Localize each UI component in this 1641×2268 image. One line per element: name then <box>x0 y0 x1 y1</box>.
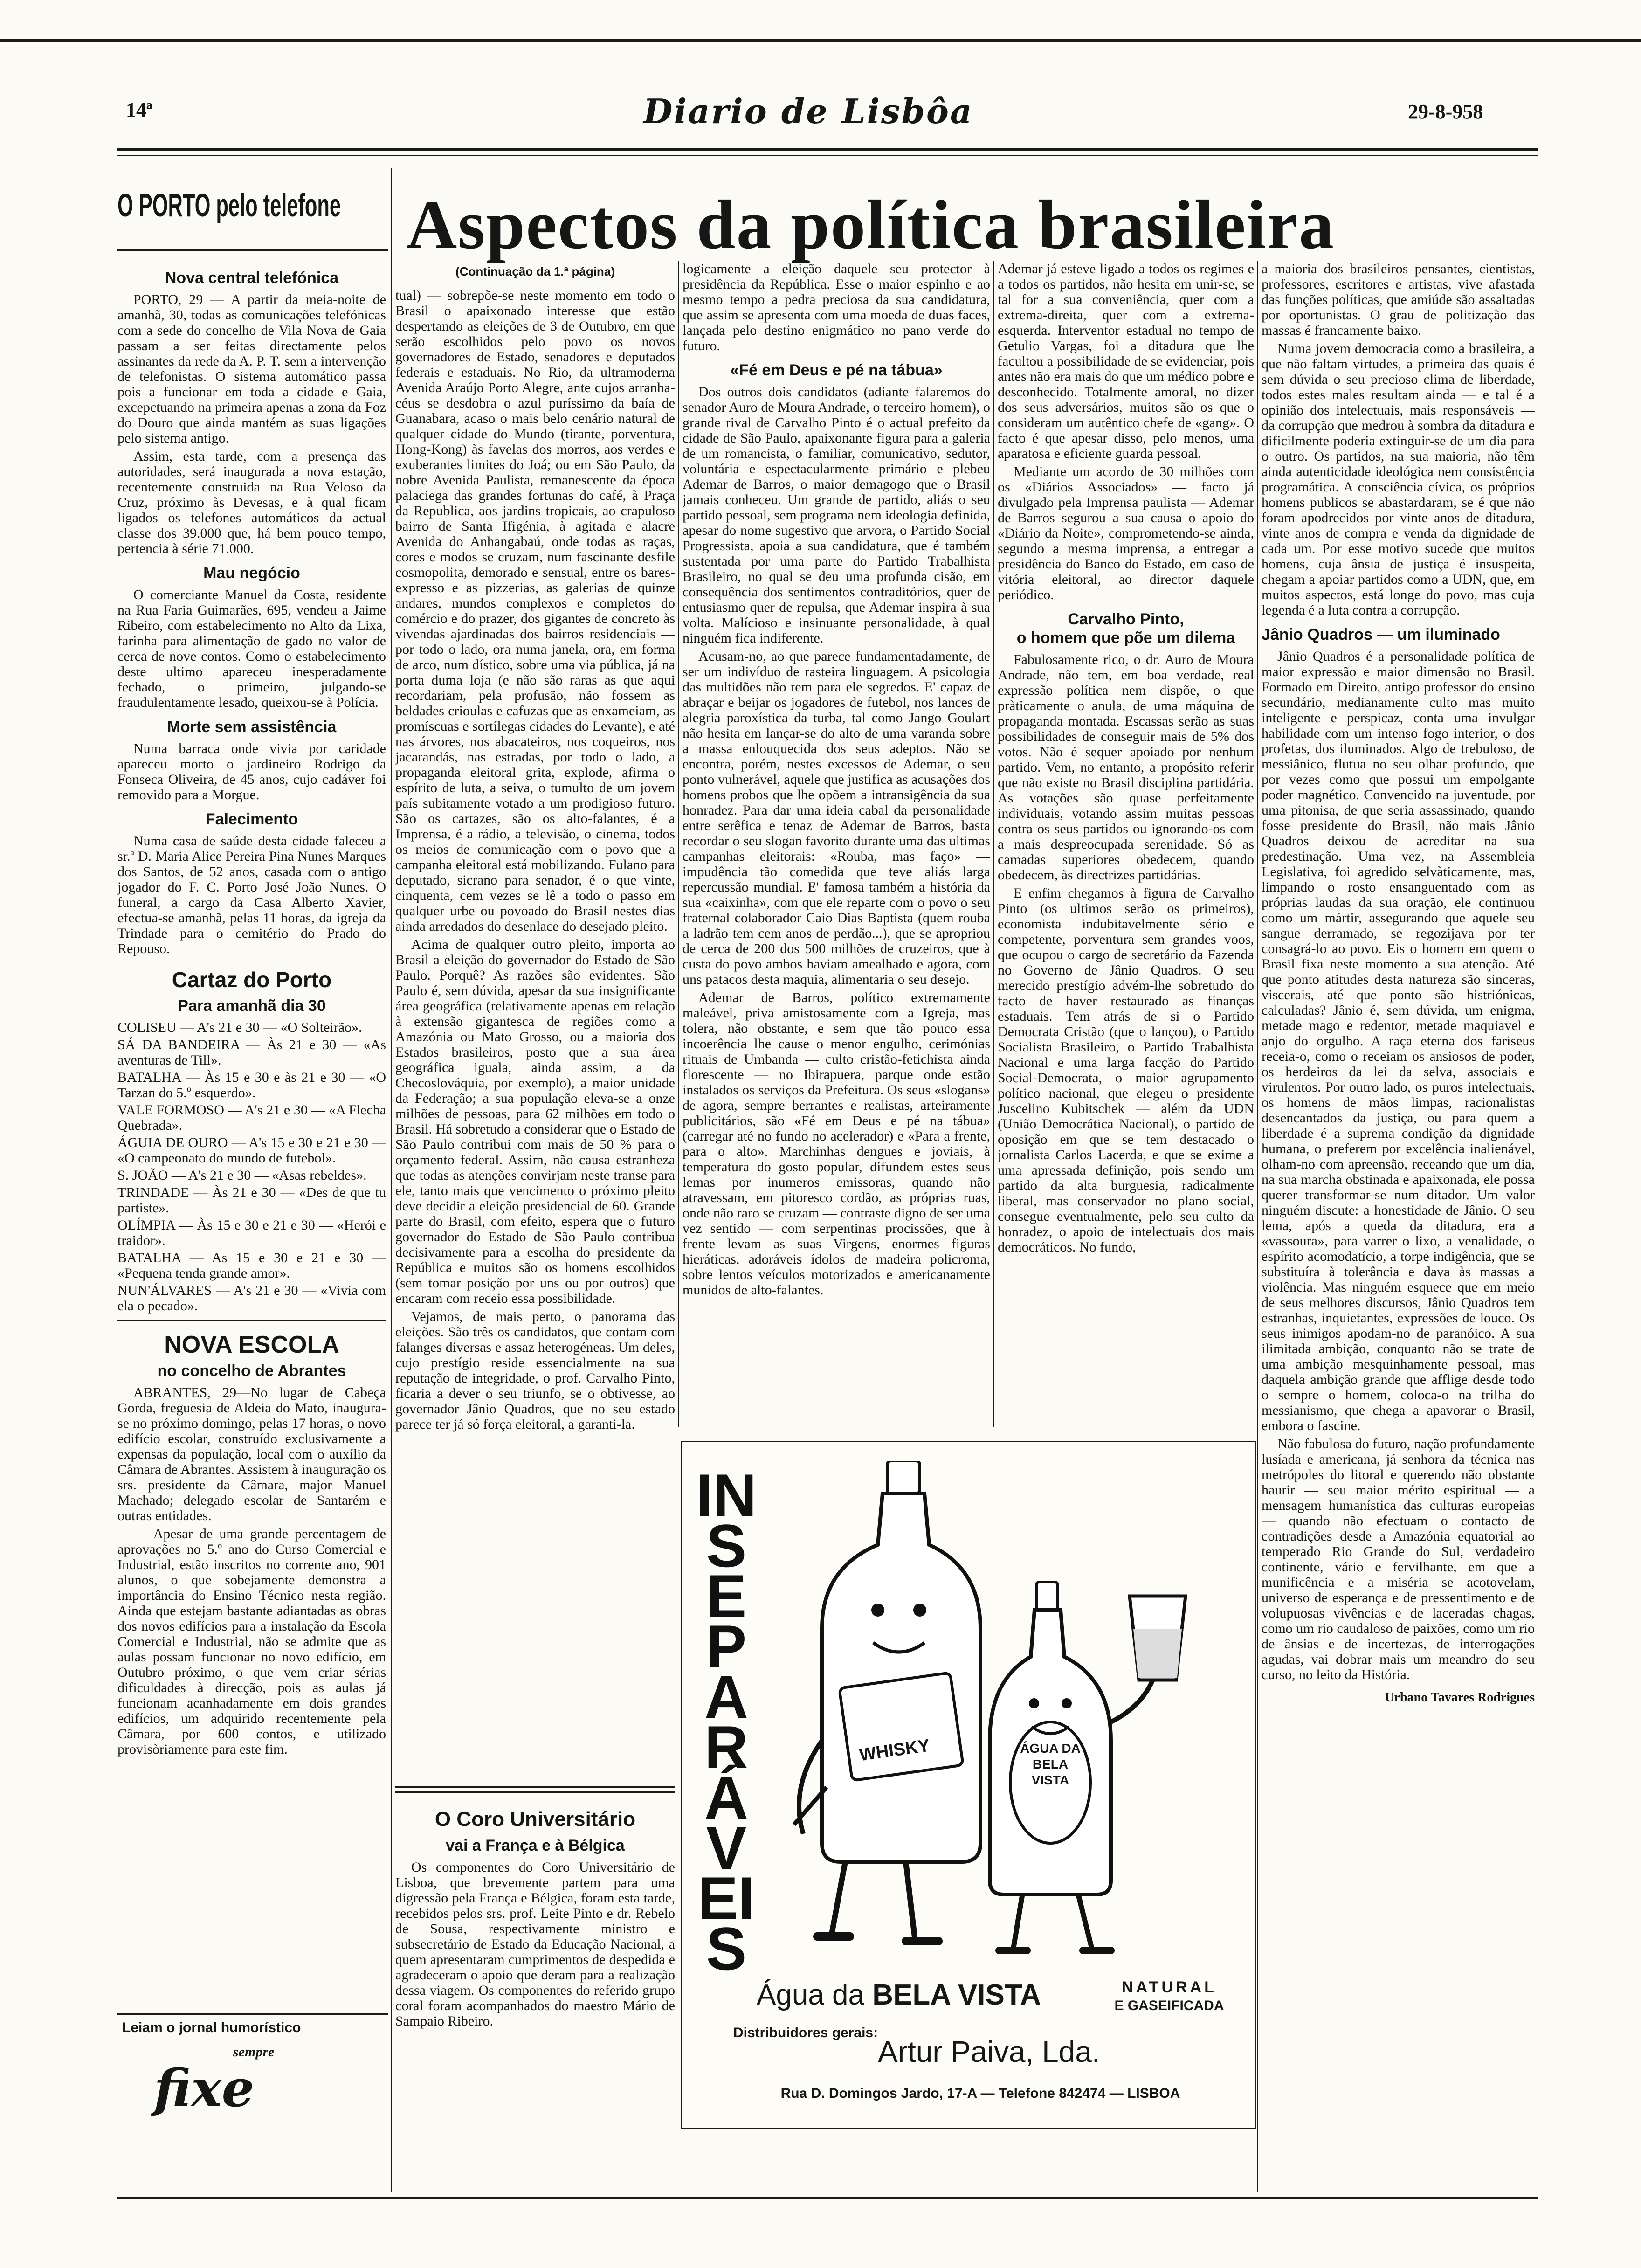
article-column-2 <box>683 261 990 1613</box>
coro-rule-2 <box>395 1791 675 1793</box>
ad-address: Rua D. Domingos Jardo, 17-A — Telefone 842474 — LISBOA <box>780 2086 1180 2101</box>
article-column-3 <box>998 261 1254 1613</box>
paragraph: logicamente a eleição daquele seu protector à presidência da República. Esse o maior espinho e ao mesmo tempo a pedra preciosa da sua candidatura, que assim se apresenta com uma moeda de duas faces, lançada pelo destino enigmático no pano verde do futuro. <box>683 261 990 353</box>
paragraph: Jânio Quadros é a personalidade política de maior expressão e maior dimensão no Brasil. Formado em Direito, antigo professor do ensino secundário, medianamente culto mas muito inteligente e perspicaz, conta uma invulgar habilidade com um intenso fogo interior, o dos profetas, dos iluminados. Algo de trebuloso, de messiânico, flutua no seu olhar profundo, que por vezes como que possui um empolgante poder magnético. Convencido na juventude, por uma pitonisa, de que seria assassinado, quando fosse presidente do Brasil, não mais Jânio Quadros deixou de acreditar na sua predestinação. Uma vez, na Assembleia Legislativa, foi agredido selvàticamente, mas, limpando o rosto ensanguentado com as próprias laudas da sua oração, ele continuou como um mártir, assegurando que aquele seu sangue derramado, se regozijava por ter consagrá-lo ao povo. Eis o homem em quem o Brasil fixa neste momento a sua atenção. Até que ponto atitudes desta natureza são sinceras, viscerais, até que ponto são histriónicas, calculadas? Jânio é, sem dúvida, um enigma, metade mago e redentor, metade maquiavel e anjo do orgulho. A raça eterna dos fariseus receia-o, como o receiam os ansiosos de poder, os herdeiros da lei da selva, associais e virulentos. Por outro lado, os puros intelectuais, os homens de mãos limpas, racionalistas desencantados da justiça, ou para quem a liberdade é a suprema condição da dignidade humana, o preferem por excelência inalienável, olham-no com apreensão, receando que um dia, na sua marcha obstinada e apaixonada, ele possa querer transformar-se num ditador. Um valor ninguém discute: a honestidade de Jânio. O seu lema, após a queda da ditadura, era a «vassoura», para varrer o lixo, a venalidade, o espírito acomodatício, a torpe indigência, que se substituíra à tolerância e dava às massas a violência. Mas ninguém esquece que em meio de seus melhores discursos, Jânio Quadros tem estranhas, inquietantes, expressões de louco. Os seus inimigos apodam-no de paranóico. A sua ilimitada ambição, conquanto não se trate de uma ambição mesquinhamente pessoal, mas daquela ambição grande que afflige desde todo o sempre o homem, coloca-o na trilha do messianismo, que chega a apavorar o Brasil, embora o fascine. <box>1262 649 1535 1433</box>
issue-date: 29-8-958 <box>1408 100 1483 123</box>
fixe-logo <box>154 2044 350 2137</box>
paragraph: a maioria dos brasileiros pensantes, cientistas, professores, escritores e artistas, vive afastada das funções políticas, que amiúde são assaltadas por oportunistas. O grau de politização das massas é francamente baixo. <box>1262 261 1535 338</box>
cartaz-title: Cartaz do Porto <box>172 968 332 992</box>
cartaz-subtitle: Para amanhã dia 30 <box>178 997 326 1015</box>
left-column <box>117 261 386 2075</box>
ad-gaseificada: E GASEIFICADA <box>1114 1998 1224 2013</box>
whisky-label: WHISKY <box>858 1736 931 1765</box>
col-divider-3 <box>993 261 994 1427</box>
water-line-prefix: Água da <box>757 1979 864 2011</box>
col-divider-1 <box>391 168 392 2192</box>
section-title: Carvalho Pinto, <box>1068 610 1184 628</box>
listing-item: BATALHA — Às 15 e 30 e às 21 e 30 — «O Tarzan do 5.º esquerdo». <box>117 1070 386 1100</box>
water-line-brand: BELA VISTA <box>872 1979 1041 2011</box>
listing-item: S. JOÃO — A's 21 e 30 — «Asas rebeldes». <box>117 1168 367 1183</box>
coro-subtitle: vai a França e à Bélgica <box>446 1837 625 1854</box>
paragraph: Acusam-no, ao que parece fundamentadamente, de ser um indivíduo de rasteira linguagem. A psicologia das multidões não tem para ele segredos. E' capaz de abraçar e beijar os jogadores de futebol, nos lances de alegria paroxística da turba, tal como Jango Goulart não hesita em lançar-se do alto de uma varanda sobre a massa enlouquecida dos seus adeptos. Não se encontra, porém, nestes excessos de Ademar, o seu ponto vulnerável, aquele que justifica as acusações dos homens probos que lhe opõem a intransigência da sua honradez. Para dar uma ideia cabal da personalidade entre serêfica e tenaz de Ademar de Barros, basta recordar o seu slogan favorito durante uma das ultimas campanhas eleitorais: «Rouba, mas faço» — impudência tão comedida que teve aliás larga repercussão mundial. E' famosa também a história da sua «caixinha», com que ele reparte com o povo o seu fraternal colaborador Caio Dias Baptista (quem rouba a ladrão tem cem anos de perdão...), que se apropriou de cerca de 200 dos 500 milhões de cruzeiros, que à custa do povo ambos haviam amealhado e agora, com uns patacos desta maquia, alimentaria o seu desejo. <box>683 649 990 987</box>
paragraph: Mediante um acordo de 30 milhões com os «Diários Associados» — facto já divulgado pela Imprensa paulista — Ademar de Barros segurou a sua causa o apoio do «Diário da Noite», comprometendo-se ainda, segundo a mesma imprensa, a entregar a presidência do Banco do Estado, em caso de vitória eleitoral, ao director daquele periódico. <box>998 464 1254 602</box>
fixe-wordmark: fixe <box>154 2058 255 2118</box>
paragraph: O comerciante Manuel da Costa, residente na Rua Faria Guimarães, 695, vendeu a Jaime Ribeiro, com estabelecimento no Alto da Lixa, farinha para alimentação de gado no valor de cerca de nove contos. Como o estabelecimento deste ultimo apareceu inesperadamente fechado, o primeiro, julgando-se fraudulentamente lesado, queixou-se à Polícia. <box>117 587 386 710</box>
page-number: 14ª <box>126 98 153 121</box>
paragraph: Vejamos, de mais perto, o panorama das eleições. São três os candidatos, que contam com falanges diversas e assaz heterogéneas. Um deles, cujo prestígio reside essencialmente na sua reputação de integridade, o prof. Carvalho Pinto, ficaria a dever o seu triunfo, se o obtivesse, ao governador Jânio Quadros, que no seu estado parece ter já só força eleitoral, a garanti-la. <box>395 1309 675 1432</box>
paragraph: Numa barraca onde vivia por caridade apareceu morto o jardineiro Rodrigo da Fonseca Oliveira, de 45 anos, cujo cadáver foi removido para a Morgue. <box>117 741 386 802</box>
paragraph: Numa casa de saúde desta cidade faleceu a sr.ª D. Maria Alice Pereira Pina Nunes Marques dos Santos, de 52 anos, casada com o antigo jogador do F. C. Porto José João Nunes. O funeral, a cargo da Casa Alberto Xavier, efectua-se amanhã, pelas 11 horas, da igreja da Trindade para o cemitério do Prado do Repouso. <box>117 833 386 956</box>
paragraph: Dos outros dois candidatos (adiante falaremos do senador Auro de Moura Andrade, o terceiro homem), o grande rival de Carvalho Pinto é o actual prefeito da cidade de São Paulo, apaixonante figura para a galeria de um romancista, o familiar, comunicativo, sedutor, voluntária e espectacularmente primário e plebeu Ademar de Barros, o maior demagogo que o Brasil jamais conheceu. Um grande de partido, aliás o seu partido pessoal, sem programa nem ideologia definida, apesar do nome sugestivo que arvora, o Partido Social Progressista, apoia a sua candidatura, que é também sustentada por uma parte do Partido Trabalhista Brasileiro, no qual se deu uma profunda cisão, em consequência dos sentimentos contraditórios, quer de entusiasmo quer de repulsa, que Ademar inspira à sua volta. Malícioso e insinuante personalidade, à qual ninguém fica indiferente. <box>683 384 990 646</box>
ad-vertical-text: INSEPARÁVEIS <box>696 1461 757 1983</box>
bottom-rule <box>117 2197 1538 2199</box>
porto-title-rule <box>117 249 388 251</box>
ad-water-line <box>757 1978 1041 2012</box>
header-rule <box>117 148 1538 151</box>
coro-title: O Coro Universitário <box>434 1808 636 1831</box>
section-title: Morte sem assistência <box>167 718 337 736</box>
paragraph: tual) — sobrepõe-se neste momento em todo o Brasil o apaixonado interesse que estão despertando as eleições de 3 de Outubro, em que serão escolhidos pelo povo os novos governadores de Estado, senadores e deputados federais e estaduais. No Rio, da ultramoderna Avenida Araújo Porto Alegre, ante cujos arranha-céus se desdobra o azul puríssimo da baía de Guanabara, acaso o mais belo cenário natural de qualquer cidade do Mundo (tirante, porventura, Hong-Kong) às favelas dos morros, aos verdes e exuberantes limites do Joá; ou em São Paulo, da nobre Avenida Paulista, remanescente da época palaciega das grandes fortunas do café, à Praça da Republica, aos jardins tropicais, ao crapuloso bairro de Santa Ifigénia, à agitada e alacre Avenida do Anhangabaú, onde todas as raças, cores e modos se cruzam, num fascinante desfile cosmopolita, demorado e sensual, entre os bares-expresso e as pizzerias, as galerias de quinze andares, mundos complexos e completos do comércio e do prazer, dos gigantes de concreto às vivendas ajardinadas dos bairros residenciais — por todo o lado, ora numa janela, ora, em forma de arco, num dístico, sobre uma via pública, já na porta duma loja (e não são raras as que aqui recordariam, pela profusão, não fossem as beldades crioulas e cafuzas que as enxameiam, as promíscuas e sortílegas cidades do Levante), e até nas árvores, nos abacateiros, nos coqueiros, nos jacarandás, nas estradas, por todo o lado, a propaganda eleitoral grita, explode, afirma o espírito de luta, a seiva, o tumulto de um jovem país subitamente votado a um prodigioso futuro. São os cartazes, são os alto-falantes, é a Imprensa, é a rádio, a televisão, o cinema, todos os meios de comunicação com o povo que a campanha eleitoral está mobilizando. Fulano para deputado, sicrano para senador, é o que vinte, cinquenta, cem vezes se lê a todo o passo em qualquer urbe ou povoado do Brasil nestes dias ainda arredados do desenlace do desejado pleito. <box>395 288 675 934</box>
footer-text: Leiam o jornal humorístico <box>122 2020 301 2035</box>
whisky-bottle-icon <box>799 1461 980 1941</box>
footer-rule <box>117 2013 388 2015</box>
cinema-listing <box>117 1020 386 1314</box>
section-title: Mau negócio <box>203 564 300 582</box>
section-title-2: o homem que põe um dilema <box>1016 629 1235 647</box>
water-label: ÁGUA DA BELA VISTA <box>1020 1741 1081 1787</box>
top-rule <box>0 39 1641 42</box>
ad-illustration <box>775 1461 1241 1974</box>
section-title: Falecimento <box>205 810 298 828</box>
paragraph: Numa jovem democracia como a brasileira, a que não faltam virtudes, a primeira das quais é sem dúvida o seu precioso clima de liberdade, todos estes males resultam ainda — e tal é a opinião dos intelectuais, mais responsáveis — da corrupção que medrou à sombra da ditadura e dificilmente poderia extinguir-se de um dia para o outro. Os partidos, na sua maioria, não têm ainda autenticidade ideológica nem consistência programática. A consciência cívica, os próprios homens publicos se abastardaram, se é que não foram apodrecidos por vinte anos de ditadura, vinte anos de compra e venda da dignidade de cada um. Por esse motivo sucede que muitos homens, cuja ânsia de justiça é insuspeita, chegam a apoiar partidos como a UDN, que, em muitos aspectos, está longe do povo, mas cuja legenda é a luta contra a corrupção. <box>1262 341 1535 618</box>
paragraph: Não fabulosa do futuro, nação profundamente lusíada e americana, já senhora da técnica nas metrópoles do litoral e querendo não obstante haurir — seu maior mérito espiritual — a mensagem humanística das culturas europeias — quando não efectuam o contacto de contradições desde a Amazónia equatorial ao temperado Rio Grande do Sul, verdadeiro continente, vário e fervilhante, em que a munificência e a miséria se acotovelam, universo de esperança e de pressentimento e de volupuosas vivências e de laceradas chagas, como um rio caudaloso de paixões, como um rio de ânsias e de incertezas, de interrogações agudas, vai dobrar mais um meandro do seu curso, no leito da História. <box>1262 1436 1535 1682</box>
article-column-4 <box>1262 261 1535 2201</box>
escola-subtitle: no concelho de Abrantes <box>157 1362 346 1380</box>
paragraph: PORTO, 29 — A partir da meia-noite de amanhã, 30, todas as comunicações telefónicas com a sede do concelho de Vila Nova de Gaia passam a ser feitas directamente pelos assinantes da rede da A. P. T. sem a intervenção de telefonistas. O sistema automático passa pois a funcionar em toda a cidade e Gaia, excepctuando na primeira apenas a zona da Foz do Douro que ainda mantém as suas ligações pelo sistema antigo. <box>117 292 386 446</box>
coro-rule <box>395 1786 675 1788</box>
header-rule-thin <box>117 155 1538 156</box>
masthead: Diario de Lisbôa <box>643 91 973 131</box>
coro-column <box>395 1800 675 2192</box>
paragraph: E enfim chegamos à figura de Carvalho Pinto (os ultimos serão os primeiros), economista indubitavelmente sério e competente, porventura sem grandes voos, que ocupou o cargo de secretário da Fazenda no Governo de Jânio Quadros. O seu merecido prestígio advém-lhe sobretudo do facto de haver restaurado as finanças estaduais. Tem atrás de si o Partido Democrata Cristão (que o lançou), o Partido Socialista Brasileiro, o Partido Trabalhista Nacional e uma larga facção do Partido Social-Democrata, o maior agrupamento político nacional, que elegeu o presidente Juscelino Kubitschek — além da UDN (União Democrática Nacional), o partido de oposição em que se tem destacado o jornalista Carlos Lacerda, e que se exime a uma apressada definição, pois sendo um partido da alta burguesia, radicalmente liberal, mas conservador no plano social, consegue eventualmente, pelo seu culto da honradez, o apoio de intelectuais dos mais democráticos. No fundo, <box>998 885 1254 1255</box>
listing-item: TRINDADE — Às 21 e 30 — «Des de que tu partiste». <box>117 1185 386 1216</box>
escola-title: NOVA ESCOLA <box>164 1331 339 1358</box>
listing-item: VALE FORMOSO — A's 21 e 30 — «A Flecha Quebrada». <box>117 1102 386 1133</box>
paragraph: — Apesar de uma grande percentagem de aprovações no 5.º ano do Curso Comercial e Industrial, estão inscritos no corrente ano, 901 alunos, o que sobejamente demonstra a importância do Ensino Técnico nesta região. Ainda que estejam bastante adiantadas as obras dos novos edifícios para a instalação da Escola Comercial e Industrial, não se admite que as aulas possam funcionar no novo edifício, em Outubro próximo, o que vem criar sérias dificuldades à direcção, pois as aulas já funcionam acanhadamente em dois grandes edifícios, um adquirido recentemente pela Câmara, por 600 contos, e utilizado provisòriamente para este fim. <box>117 1526 386 1757</box>
porto-section-title: O PORTO pelo telefone <box>117 187 341 223</box>
ad-natural: NATURAL <box>1122 1978 1217 1996</box>
listing-item: BATALHA — As 15 e 30 e 21 e 30 — «Pequena tenda grande amor». <box>117 1250 386 1281</box>
paragraph: Acima de qualquer outro pleito, importa ao Brasil a eleição do governador do Estado de São Paulo. Porquê? As razões são evidentes. São Paulo é, sem dúvida, apesar da sua insignificante área geográfica (relativamente apenas em relação à extensão gigantesca de regiões como a Amazónia ou Mato Grosso, ou a maioria dos Estados brasileiros, posto que a sua área geográfica iguala, ainda assim, a da Checoslováquia, por exemplo), a maior unidade da Federação; a sua população eleva-se a onze milhões de pessoas, para 62 milhões em todo o Brasil. Há sobretudo a considerar que o Estado de São Paulo contribui com mais de 50 % para o orçamento federal. Assim, não causa estranheza que todas as atenções convirjam neste transe para ele, tanto mais que vencimento o próximo pleito deve decidir a eleição presidencial de 60. Grande parte do Brasil, com efeito, espera que o futuro governador do Estado de São Paulo contribua decisivamente para a escolha do presidente da República e muitos são os homens escolhidos (sem tomar posição por uns ou por outros) que encaram com receio essa possibilidade. <box>395 937 675 1306</box>
article-headline: Aspectos da política brasileira <box>407 186 1335 263</box>
paragraph: ABRANTES, 29—No lugar de Cabeça Gorda, freguesia de Aldeia do Mato, inaugura-se no próximo domingo, pelas 17 horas, o novo edifício escolar, construído exclusivamente a expensas da população, local com o auxílio da Câmara de Abrantes. Assistem à inauguração os srs. presidente da Câmara, major Manuel Machado; delegado escolar de Santarém e outras entidades. <box>117 1385 386 1523</box>
paragraph: Ademar já esteve ligado a todos os regimes e a todos os partidos, não hesita em unir-se, se tal for a sua conveniência, quer com a extrema-direita, quer com a extrema-esquerda. Interventor estadual no tempo de Getulio Vargas, foi a ditadura que lhe facultou a possibilidade de se evidenciar, pois antes não era mais do que um médico pobre e desconhecido. Totalmente amoral, no dizer dos seus adversários, muitos são os que o consideram um autêntico chefe de «gang». O facto é que apesar disso, pelo menos, uma aparatosa e eficiente guarda pessoal. <box>998 261 1254 461</box>
continuation-note: (Continuação da 1.ª página) <box>455 264 615 278</box>
listing-item: NUN'ÁLVARES — A's 21 e 30 — «Vivia com ela o pecado». <box>117 1283 386 1314</box>
fixe-small: sempre <box>233 2044 275 2060</box>
section-title: Jânio Quadros — um iluminado <box>1262 626 1500 643</box>
paragraph: Ademar de Barros, político extremamente maleável, priva amistosamente com a Igreja, mas tolera, não obstante, e sem que tão pouco essa incoerência lhe cause o menor engulho, cerimónias rituais de Umbanda — culto cristão-fetichista ainda florescente — no Ibirapuera, parque onde estão instalados os serviços da Prefeitura. Os seus «slogans» de agora, sempre berrantes e realistas, arteiramente publicitários, são «Fé em Deus e pé na tábua» (carregar até no fundo no acelerador) e «Para a frente, para o alto». Marchinhas dengues e joviais, à temperatura do gosto popular, difundem estes seus lemas por inumeros emissoras, quando não atravessam, em pitoresco cordão, as próprias ruas, onde não raro se cruzam — contraste digno de ser uma vez sentido — com serpentinas procissões, que à frente levam as suas Virgens, enormes figuras hieráticas, adoráveis ídolos de madeira policroma, sobre lentos veículos motorizados e americanamente munidos de alto-falantes. <box>683 990 990 1298</box>
listing-item: SÁ DA BANDEIRA — Às 21 e 30 — «As aventuras de Till». <box>117 1037 386 1068</box>
article-signature: Urbano Tavares Rodrigues <box>1385 1690 1535 1705</box>
paragraph: Os componentes do Coro Universitário de Lisboa, que brevemente partem para uma digressão pela França e Bélgica, foram esta tarde, recebidos pelos srs. prof. Leite Pinto e dr. Rebelo de Sousa, respectivamente ministro e subsecretário de Estado da Educação Nacional, a quem apresentaram cumprimentos de despedida e agradeceram o apoio que deram para a realização dessa viagem. Os componentes do referido grupo coral foram acompanhados do maestro Mário de Sampaio Ribeiro. <box>395 1860 675 2029</box>
glass-icon <box>1130 1596 1186 1680</box>
listing-item: COLISEU — A's 21 e 30 — «O Solteirão». <box>117 1020 362 1035</box>
section-title: «Fé em Deus e pé na tábua» <box>730 361 943 379</box>
ad-distrib-label: Distribuidores gerais: <box>733 2025 878 2040</box>
advertisement <box>681 1441 1256 2129</box>
col-divider-2 <box>678 261 679 1427</box>
paragraph: Fabulosamente rico, o dr. Auro de Moura Andrade, não tem, em boa verdade, real expressão política nem dispõe, o que pràticamente o anula, de uma máquina de propaganda montada. Escassas serão as suas possibilidades de conseguir mais de 5% dos votos. Não é sequer apoiado por nenhum partido. Vem, no entanto, a propósito referir que não existe no Brasil disciplina partidária. As votações são quase perfeitamente individuais, votando assim muitas pessoas contra os seus partidos ou ignorando-os com a mais despreocupada serenidade. Só as camadas superiores obedecem, quando obedecem, às directrizes partidárias. <box>998 652 1254 883</box>
article-column-1 <box>395 261 675 1779</box>
listing-item: OLÍMPIA — Às 15 e 30 e 21 e 30 — «Herói e traidor». <box>117 1217 386 1248</box>
ad-distrib-name: Artur Paiva, Lda. <box>878 2035 1100 2068</box>
section-title: Nova central telefónica <box>165 269 339 287</box>
col-divider-4 <box>1257 261 1258 2192</box>
paragraph: Assim, esta tarde, com a presença das autoridades, será inaugurada a nova estação, recentemente construida na Rua Veloso da Cruz, próximo às Devesas, e à qual ficam ligados os telefones automáticos da actual classe dos 39.000 que, há bem pouco tempo, pertencia à série 71.000. <box>117 449 386 556</box>
listing-item: ÁGUIA DE OURO — A's 15 e 30 e 21 e 30 — «O campeonato do mundo de futebol». <box>117 1135 386 1166</box>
